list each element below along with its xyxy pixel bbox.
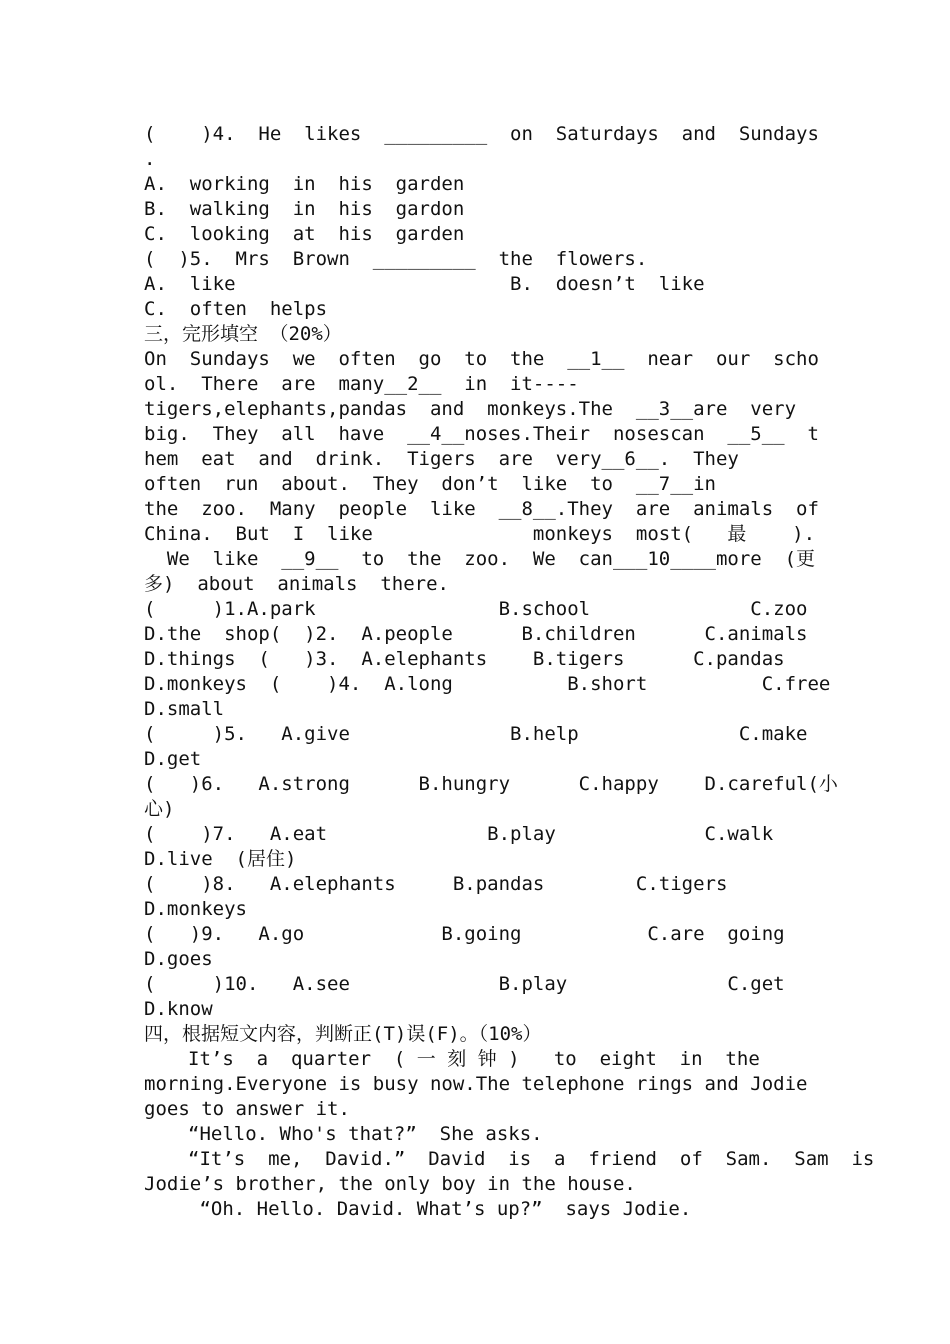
cloze-passage-line: hem eat and drink. Tigers are very__6__. They [144, 448, 739, 470]
cloze-question-line: D.monkeys ( )4. A.long B.short C.free [144, 673, 831, 695]
reading-passage-line: “Hello. Who's that?” She asks. [188, 1123, 543, 1145]
cloze-passage-line: big. They all have __4__noses.Their nosescan __5__ t [144, 423, 819, 445]
option-c: C. looking at his garden [144, 223, 465, 245]
option-b: B. walking in his gardon [144, 198, 465, 220]
section-4-heading: 四，根据短文内容，判断正(T)误(F)。（10%） [144, 1023, 542, 1045]
question-4-stem-end: . [144, 148, 156, 170]
cloze-question-line: ( )6. A.strong B.hungry C.happy D.careful(小 [144, 773, 838, 795]
cloze-question-line: D.live (居住) [144, 848, 297, 870]
cloze-passage-line: the zoo. Many people like __8__.They are animals of [144, 498, 819, 520]
cloze-passage-line: China. But I like monkeys most( 最 ). [144, 523, 816, 545]
options-a-b: A. like B. doesn’t like [144, 273, 705, 295]
document-page [144, 122, 875, 1222]
cloze-passage-line: tigers,elephants,pandas and monkeys.The __3__are very [144, 398, 797, 420]
cloze-question-line: ( )7. A.eat B.play C.walk [144, 823, 774, 845]
cloze-question-line: ( )9. A.go B.going C.are going [144, 923, 785, 945]
reading-passage-line: goes to answer it. [144, 1098, 350, 1120]
cloze-passage-line: ol. There are many__2__ in it---- [144, 373, 579, 395]
cloze-passage-line: On Sundays we often go to the __1__ near our scho [144, 348, 819, 370]
cloze-question-line: D.the shop( )2. A.people B.children C.animals [144, 623, 808, 645]
question-5-stem: ( )5. Mrs Brown _________ the flowers. [144, 248, 648, 270]
section-3-heading: 三，完形填空 （20%） [144, 323, 342, 345]
cloze-passage-line: We like __9__ to the zoo. We can___10____more (更 [144, 548, 816, 570]
cloze-question-line: ( )5. A.give B.help C.make [144, 723, 808, 745]
cloze-passage-line: often run about. They don’t like to __7__in [144, 473, 716, 495]
question-4-stem: ( )4. He likes _________ on Saturdays and Sundays [144, 123, 819, 145]
reading-passage-line: morning.Everyone is busy now.The telephone rings and Jodie [144, 1073, 808, 1095]
option-c: C. often helps [144, 298, 328, 320]
cloze-passage-line: 多) about animals there. [144, 573, 449, 595]
cloze-question-line: ( )1.A.park B.school C.zoo [144, 598, 808, 620]
cloze-question-line: D.small [144, 698, 225, 720]
cloze-question-line: D.monkeys [144, 898, 247, 920]
reading-passage-line: “It’s me, David.” David is a friend of Sam. Sam is [188, 1148, 875, 1170]
cloze-question-line: D.know [144, 998, 213, 1020]
reading-passage-line: Jodie’s brother, the only boy in the house. [144, 1173, 636, 1195]
cloze-question-line: D.get [144, 748, 202, 770]
option-a: A. working in his garden [144, 173, 465, 195]
cloze-question-line: ( )10. A.see B.play C.get [144, 973, 785, 995]
cloze-question-line: 心) [144, 798, 175, 820]
cloze-question-line: D.things ( )3. A.elephants B.tigers C.pandas [144, 648, 785, 670]
reading-passage-line: It’s a quarter ( 一 刻 钟 ) to eight in the [188, 1048, 760, 1070]
cloze-question-line: D.goes [144, 948, 213, 970]
reading-passage-line: “Oh. Hello. David. What’s up?” says Jodie. [188, 1198, 692, 1220]
cloze-question-line: ( )8. A.elephants B.pandas C.tigers [144, 873, 728, 895]
